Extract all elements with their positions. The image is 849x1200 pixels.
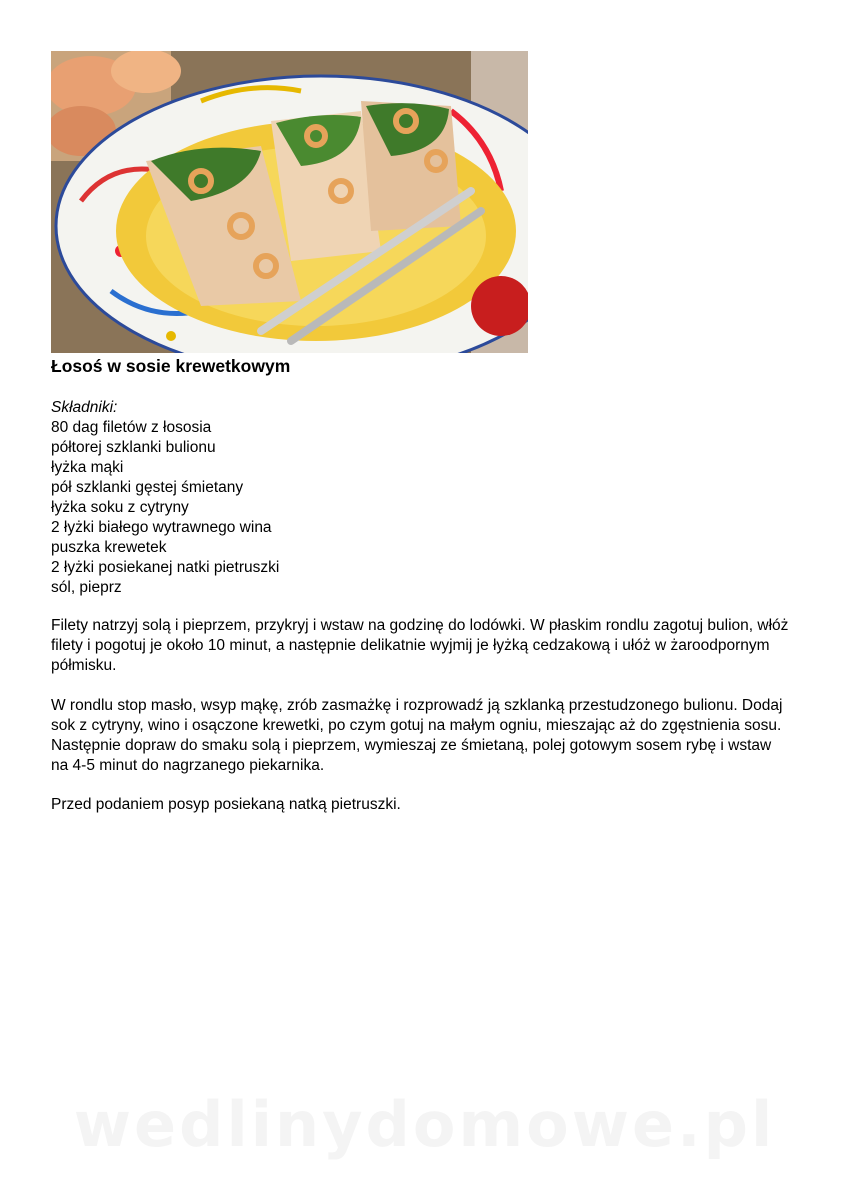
- preparation-step-1: Filety natrzyj solą i pieprzem, przykryj i wstaw na godzinę do lodówki. W płaskim rondlu zagotuj bulion, włóż filety i pogotuj je około 10 minut, a następnie delikatnie wyjmij je łyżką cedzakową i ułóż w żaroodpornym półmisku.: [51, 617, 789, 674]
- ingredient-item: półtorej szklanki bulionu: [51, 439, 216, 456]
- ingredient-item: 2 łyżki posiekanej natki pietruszki: [51, 559, 280, 576]
- ingredient-item: puszka krewetek: [51, 539, 167, 556]
- ingredients-list: [51, 418, 279, 598]
- ingredients-label: Składniki:: [51, 399, 118, 416]
- ingredient-item: łyżka soku z cytryny: [51, 499, 189, 516]
- ingredient-item: sól, pieprz: [51, 579, 122, 596]
- preparation-step-3: Przed podaniem posyp posiekaną natką pietruszki.: [51, 796, 401, 813]
- ingredient-item: łyżka mąki: [51, 459, 124, 476]
- ingredient-item: 80 dag filetów z łososia: [51, 419, 212, 436]
- ingredient-item: 2 łyżki białego wytrawnego wina: [51, 519, 272, 536]
- preparation-step-2: W rondlu stop masło, wsyp mąkę, zrób zasmażkę i rozprowadź ją szklanką przestudzonego bulionu. Dodaj sok z cytryny, wino i osączone krewetki, po czym gotuj na małym ogniu, mieszając aż do zgęstnienia sosu. Następnie dopraw do smaku solą i pieprzem, wymieszaj ze śmietaną, polej gotowym sosem rybę i wstaw na 4-5 minut do nagrzanego piekarnika.: [51, 697, 783, 774]
- ingredient-item: pół szklanki gęstej śmietany: [51, 479, 244, 496]
- recipe-title: Łosoś w sosie krewetkowym: [51, 356, 291, 376]
- site-watermark: wedlinydomowe.pl: [73, 1088, 776, 1161]
- ingredients-section: [51, 398, 279, 598]
- recipe-photo: [51, 51, 528, 353]
- salmon-dish-illustration: [51, 51, 528, 353]
